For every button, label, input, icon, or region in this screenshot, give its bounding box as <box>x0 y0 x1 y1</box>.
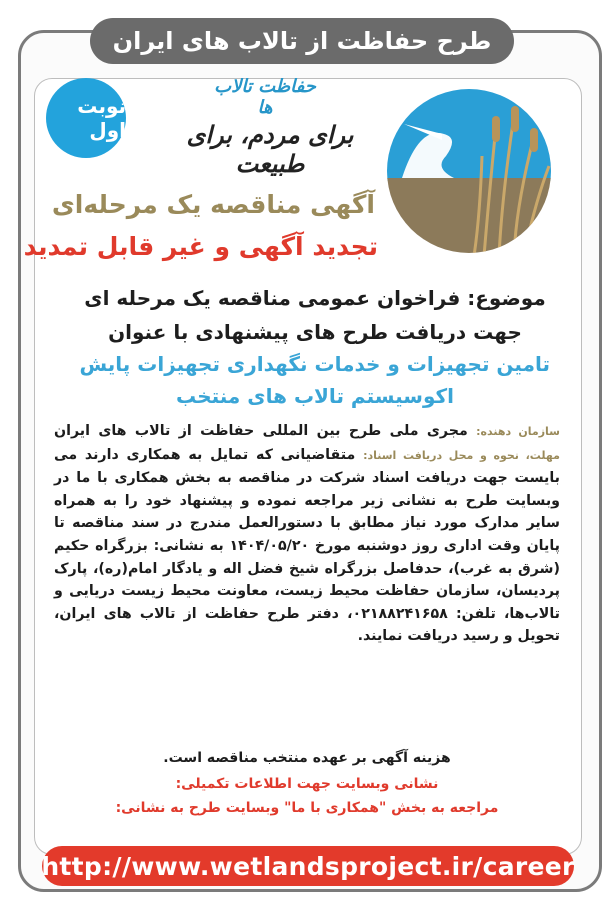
ad-body-text: متقاضیانی که تمایل به همکاری دارند می بایست جهت دریافت اسناد شرکت در مناقصه به بخش همکاری با ما در وبسایت طرح به نشانی زیر مراجعه نموده و پیشنهاد خود را به همراه سایر مدارک مورد نیاز مطابق با دستورالعمل مندرج در سند مناقصه تا پایان وقت اداری روز دوشنبه مورخ ۱۴۰۴/۰۵/۲۰ به نشانی: بزرگراه حکیم (شرق به غرب)، حدفاصل بزرگراه شیخ فضل اله و یادگار امام(ره)، پارک پردیسان، سازمان حفاظت محیط زیست، معاونت محیط زیست دریایی و تالاب‌ها، تلفن: ۰۲۱۸۸۲۴۱۶۵۸، دفتر طرح حفاظت از تالاب های ایران، تحویل و رسید دریافت نمایند. <box>54 446 560 645</box>
info-line-2: مراجعه به بخش "همکاری با ما" وبسایت طرح به نشانی: <box>115 800 499 816</box>
info-line-1: نشانی وبسایت جهت اطلاعات تکمیلی: <box>175 776 439 792</box>
project-title-1: تامین تجهیزات و خدمات نگهداری تجهیزات پایش <box>79 352 550 376</box>
project-title-2: اکوسیستم تالاب های منتخب <box>176 384 454 408</box>
ad-cost-note: هزینه آگهی بر عهده منتخب مناقصه است. <box>163 750 451 766</box>
career-url-text[interactable]: http://www.wetlandsproject.ir/career <box>41 851 575 881</box>
ad-title: آگهی مناقصه یک مرحله‌ای <box>51 190 375 219</box>
logo-wordmark: حفاظت تالاب ها <box>214 76 316 118</box>
subject-line-2: جهت دریافت طرح های پیشنهادی با عنوان <box>108 320 522 344</box>
slogan: برای مردم، برای طبیعت <box>186 120 354 178</box>
organizer-label: سازمان دهنده: <box>476 425 560 438</box>
first-notice-badge <box>46 78 126 158</box>
subject-line-1: موضوع: فراخوان عمومی مناقصه یک مرحله ای <box>84 286 546 310</box>
header-title: طرح حفاظت از تالاب های ایران <box>112 27 492 55</box>
ad-body <box>54 420 560 648</box>
header-banner <box>90 18 514 64</box>
career-url-link[interactable] <box>42 846 574 886</box>
deadline-label: مهلت، نحوه و محل دریافت اسناد: <box>363 448 560 462</box>
badge-text: نوبت اول <box>77 94 126 142</box>
ad-subtitle: تجدید آگهی و غیر قابل تمدید <box>23 232 378 261</box>
wetland-heron-logo <box>384 86 554 256</box>
organizer-name: مجری ملی طرح بین المللی حفاظت از تالاب های ایران <box>54 423 468 439</box>
